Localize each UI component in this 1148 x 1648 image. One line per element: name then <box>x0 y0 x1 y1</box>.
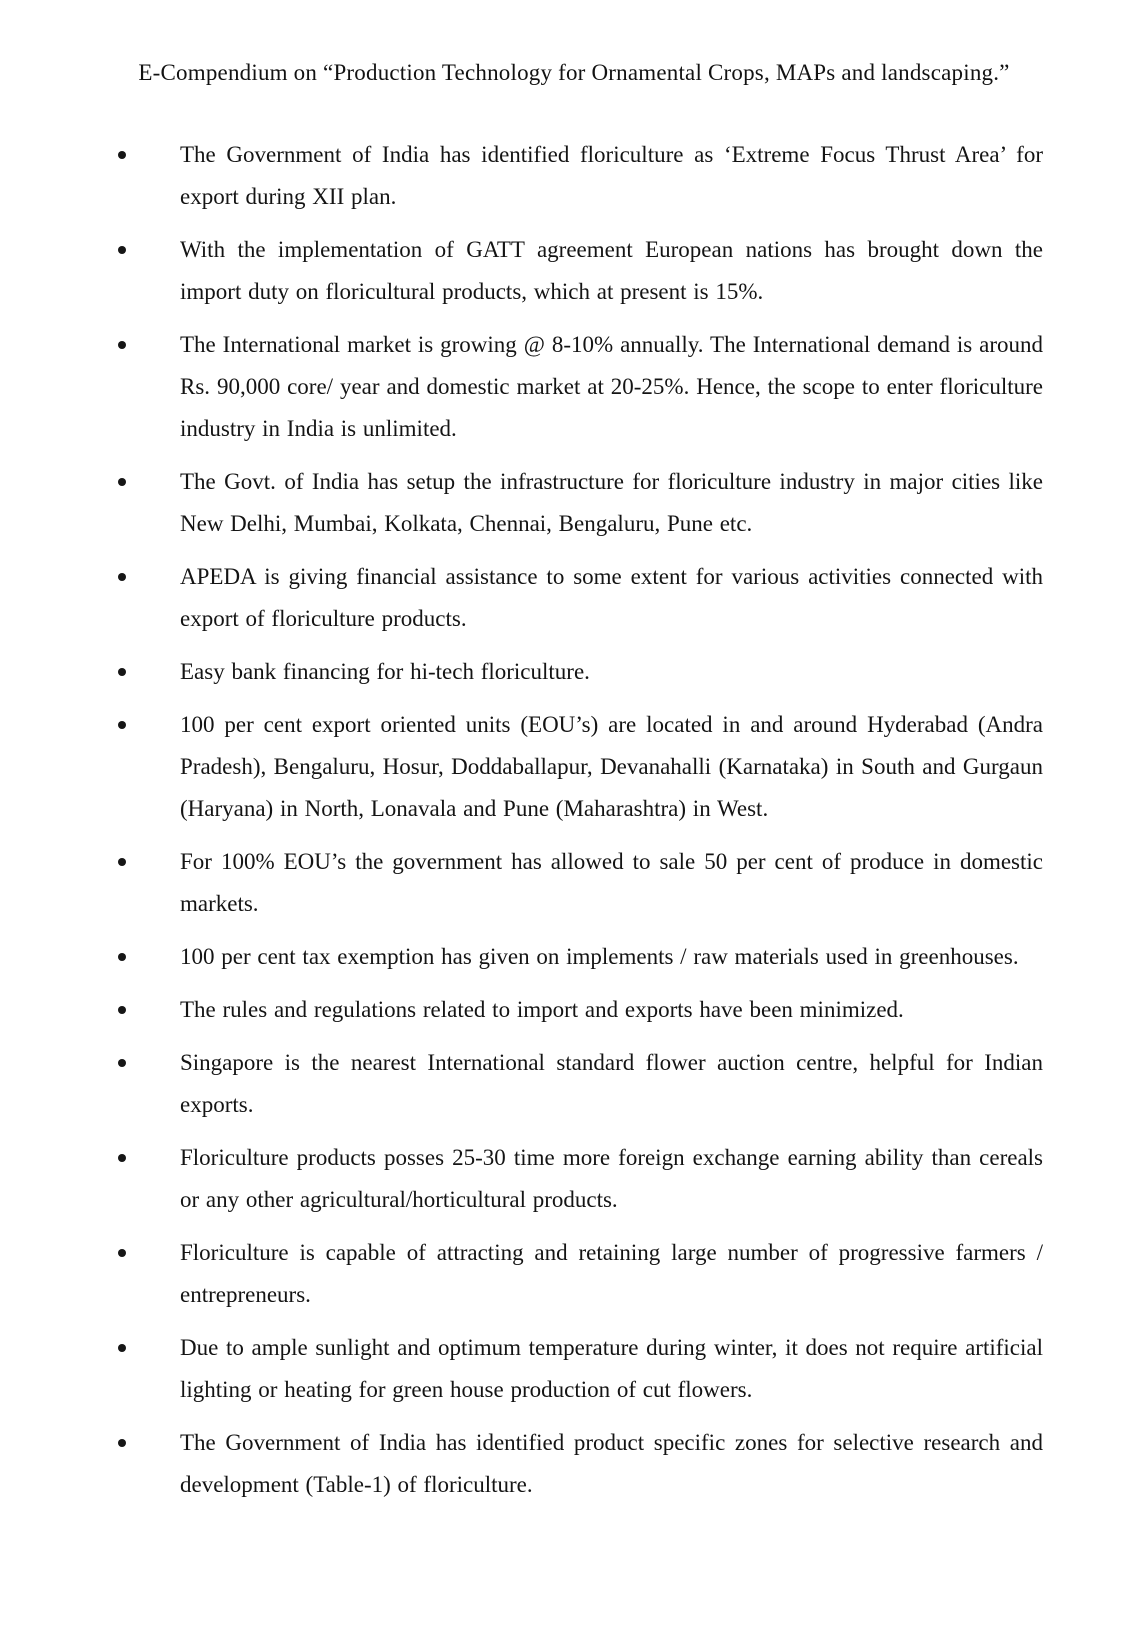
bullet-marker-icon <box>118 478 126 486</box>
bullet-list <box>0 134 1148 1506</box>
bullet-marker-icon <box>118 668 126 676</box>
list-item <box>116 229 1043 313</box>
list-item <box>116 1232 1043 1316</box>
list-item <box>116 461 1043 545</box>
bullet-marker-icon <box>118 151 126 159</box>
list-item <box>116 324 1043 450</box>
bullet-marker-icon <box>118 246 126 254</box>
list-item <box>116 1327 1043 1411</box>
bullet-marker-icon <box>118 1059 126 1067</box>
list-item <box>116 556 1043 640</box>
bullet-marker-icon <box>118 1006 126 1014</box>
bullet-marker-icon <box>118 721 126 729</box>
bullet-marker-icon <box>118 341 126 349</box>
bullet-text: The International market is growing @ 8-10% annually. The International demand is around Rs. 90,000 core/ year and domestic market at 20-25%. Hence, the scope to enter floriculture industry in India is unlimited. <box>180 332 1043 441</box>
bullet-text: Singapore is the nearest International standard flower auction centre, helpful for Indian exports. <box>180 1050 1043 1117</box>
bullet-text: Easy bank financing for hi-tech floriculture. <box>180 659 590 684</box>
bullet-marker-icon <box>118 1154 126 1162</box>
bullet-marker-icon <box>118 953 126 961</box>
bullet-text: The Govt. of India has setup the infrastructure for floriculture industry in major cities like New Delhi, Mumbai, Kolkata, Chennai, Bengaluru, Pune etc. <box>180 469 1043 536</box>
bullet-marker-icon <box>118 1439 126 1447</box>
bullet-text: The Government of India has identified floriculture as ‘Extreme Focus Thrust Area’ for export during XII plan. <box>180 142 1043 209</box>
bullet-text: The Government of India has identified product specific zones for selective research and development (Table-1) of floriculture. <box>180 1430 1043 1497</box>
list-item <box>116 1422 1043 1506</box>
page-header: E-Compendium on “Production Technology for Ornamental Crops, MAPs and landscaping.” <box>138 60 1010 85</box>
bullet-text: Due to ample sunlight and optimum temperature during winter, it does not require artificial lighting or heating for green house production of cut flowers. <box>180 1335 1043 1402</box>
bullet-text: With the implementation of GATT agreement European nations has brought down the import duty on floricultural products, which at present is 15%. <box>180 237 1043 304</box>
list-item <box>116 704 1043 830</box>
bullet-text: Floriculture is capable of attracting and retaining large number of progressive farmers / entrepreneurs. <box>180 1240 1043 1307</box>
list-item <box>116 989 1043 1031</box>
bullet-text: For 100% EOU’s the government has allowed to sale 50 per cent of produce in domestic markets. <box>180 849 1043 916</box>
list-item <box>116 1137 1043 1221</box>
bullet-text: 100 per cent export oriented units (EOU’s) are located in and around Hyderabad (Andra Pradesh), Bengaluru, Hosur, Doddaballapur, Devanahalli (Karnataka) in South and Gurgaun (Haryana) in North, Lonavala and Pune (Maharashtra) in West. <box>180 712 1043 821</box>
bullet-marker-icon <box>118 858 126 866</box>
list-item <box>116 134 1043 218</box>
bullet-text: 100 per cent tax exemption has given on implements / raw materials used in greenhouses. <box>180 944 1019 969</box>
bullet-text: Floriculture products posses 25-30 time more foreign exchange earning ability than cereals or any other agricultural/horticultural products. <box>180 1145 1043 1212</box>
bullet-marker-icon <box>118 1249 126 1257</box>
bullet-text: APEDA is giving financial assistance to some extent for various activities connected with export of floriculture products. <box>180 564 1043 631</box>
bullet-marker-icon <box>118 573 126 581</box>
list-item <box>116 1042 1043 1126</box>
list-item <box>116 936 1043 978</box>
list-item <box>116 651 1043 693</box>
bullet-marker-icon <box>118 1344 126 1352</box>
list-item <box>116 841 1043 925</box>
bullet-text: The rules and regulations related to import and exports have been minimized. <box>180 997 904 1022</box>
